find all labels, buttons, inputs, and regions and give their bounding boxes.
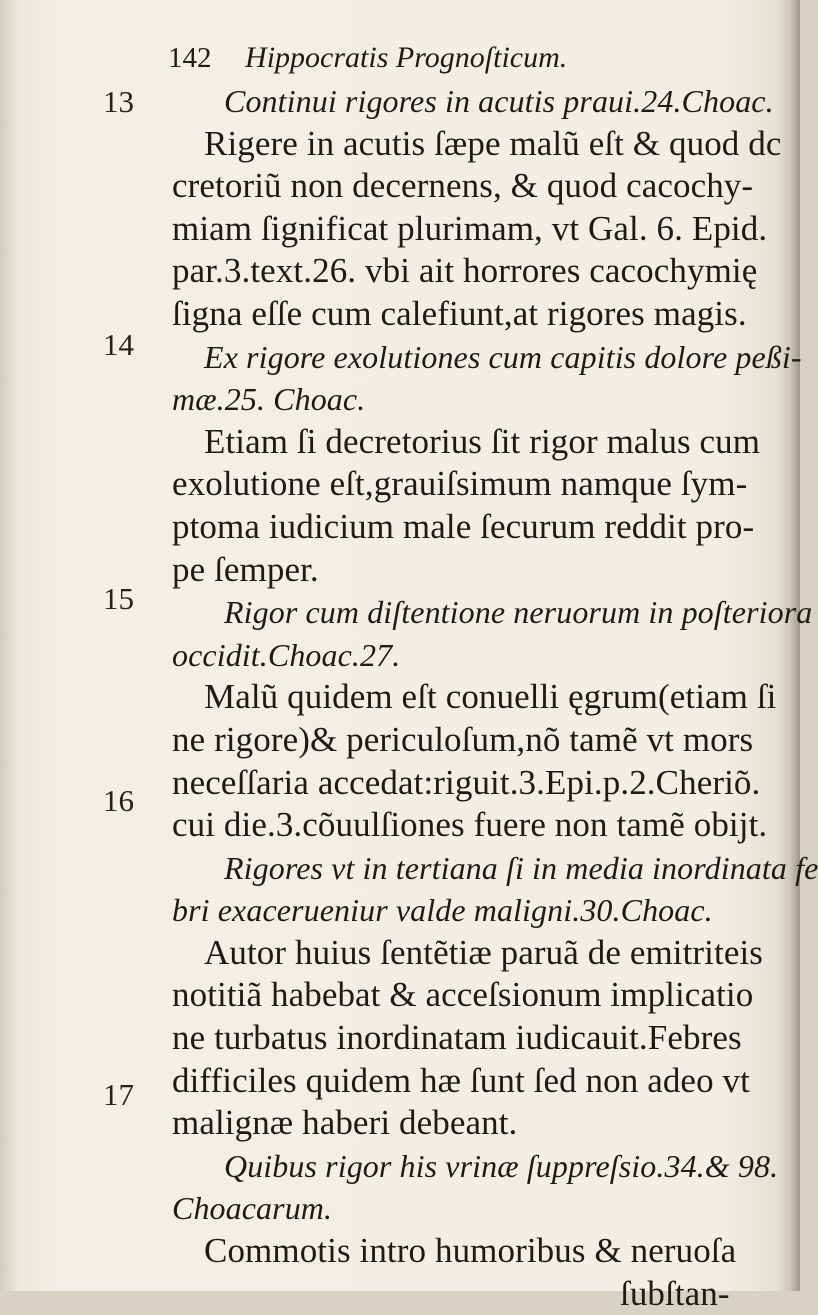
margin-number-17: 17 (103, 1077, 134, 1112)
main-text-block (172, 80, 818, 1315)
commentary-line: exolutione eſt,grauiſsimum namque ſym- (172, 464, 748, 504)
commentary-line: Malũ quidem eſt conuelli ęgrum(etiam ſi (204, 677, 777, 717)
aphorism-heading: Ex rigore exolutiones cum capitis dolore peßi- (204, 338, 802, 375)
commentary-line: pe ſemper. (172, 549, 319, 589)
aphorism-heading: Rigores vt in tertiana ſi in media inordinata fe (224, 849, 818, 886)
commentary-line: ne turbatus inordinatam iudicauit.Febres (172, 1018, 742, 1058)
commentary-line: ne rigore)& periculoſum,nõ tamẽ vt mors (172, 719, 754, 759)
running-title: Hippocratis Prognoſticum. (245, 41, 568, 74)
aphorism-heading: bri exacerueniur valde maligni.30.Choac. (172, 892, 713, 929)
aphorism-heading: Choacarum. (172, 1190, 333, 1227)
commentary-line: ptoma iudicium male ſecurum reddit pro- (172, 506, 755, 546)
page-header (168, 38, 688, 78)
commentary-line: difficiles quidem hæ ſunt ſed non adeo vt (172, 1060, 750, 1100)
commentary-line: ſigna eſſe cum calefiunt,at rigores magis. (172, 293, 747, 333)
margin-number-15: 15 (103, 581, 134, 616)
margin-number-13: 13 (103, 84, 134, 119)
commentary-line: cretoriũ non decernens, & quod cacochy- (172, 166, 754, 206)
commentary-line: Autor huius ſentẽtiæ paruã de emitriteis (204, 932, 764, 972)
catchword: ſubſtan- (620, 1273, 730, 1313)
aphorism-heading: occidit.Choac.27. (172, 636, 401, 673)
commentary-line: notitiã habebat & acceſsionum implicatio (172, 975, 754, 1015)
commentary-line: cui die.3.cõuulſiones fuere non tamẽ obijt. (172, 805, 768, 845)
commentary-line: par.3.text.26. vbi ait horrores cacochymię (172, 251, 758, 291)
commentary-line: neceſſaria accedat:riguit.3.Epi.p.2.Cheriõ. (172, 762, 761, 802)
commentary-line: Etiam ſi decretorius ſit rigor malus cum (204, 421, 761, 461)
commentary-line: Rigere in acutis ſæpe malũ eſt & quod dc (204, 123, 782, 163)
page-number: 142 (168, 42, 212, 74)
aphorism-heading: mæ.25. Choac. (172, 381, 366, 418)
page-edge (788, 0, 800, 1291)
commentary-line: miam ſignificat plurimam, vt Gal. 6. Epid. (172, 208, 768, 248)
aphorism-heading: Continui rigores in acutis praui.24.Choac. (224, 83, 774, 119)
aphorism-heading: Quibus rigor his vrinæ ſuppreſsio.34.& 98. (224, 1147, 779, 1184)
commentary-line: Commotis intro humoribus & neruoſa (204, 1231, 737, 1271)
commentary-line: malignæ haberi debeant. (172, 1103, 518, 1143)
margin-number-14: 14 (103, 327, 134, 362)
margin-number-16: 16 (103, 783, 134, 818)
page-gutter-shadow (0, 0, 18, 1291)
aphorism-heading: Rigor cum diſtentione neruorum in poſteriora (224, 594, 813, 631)
